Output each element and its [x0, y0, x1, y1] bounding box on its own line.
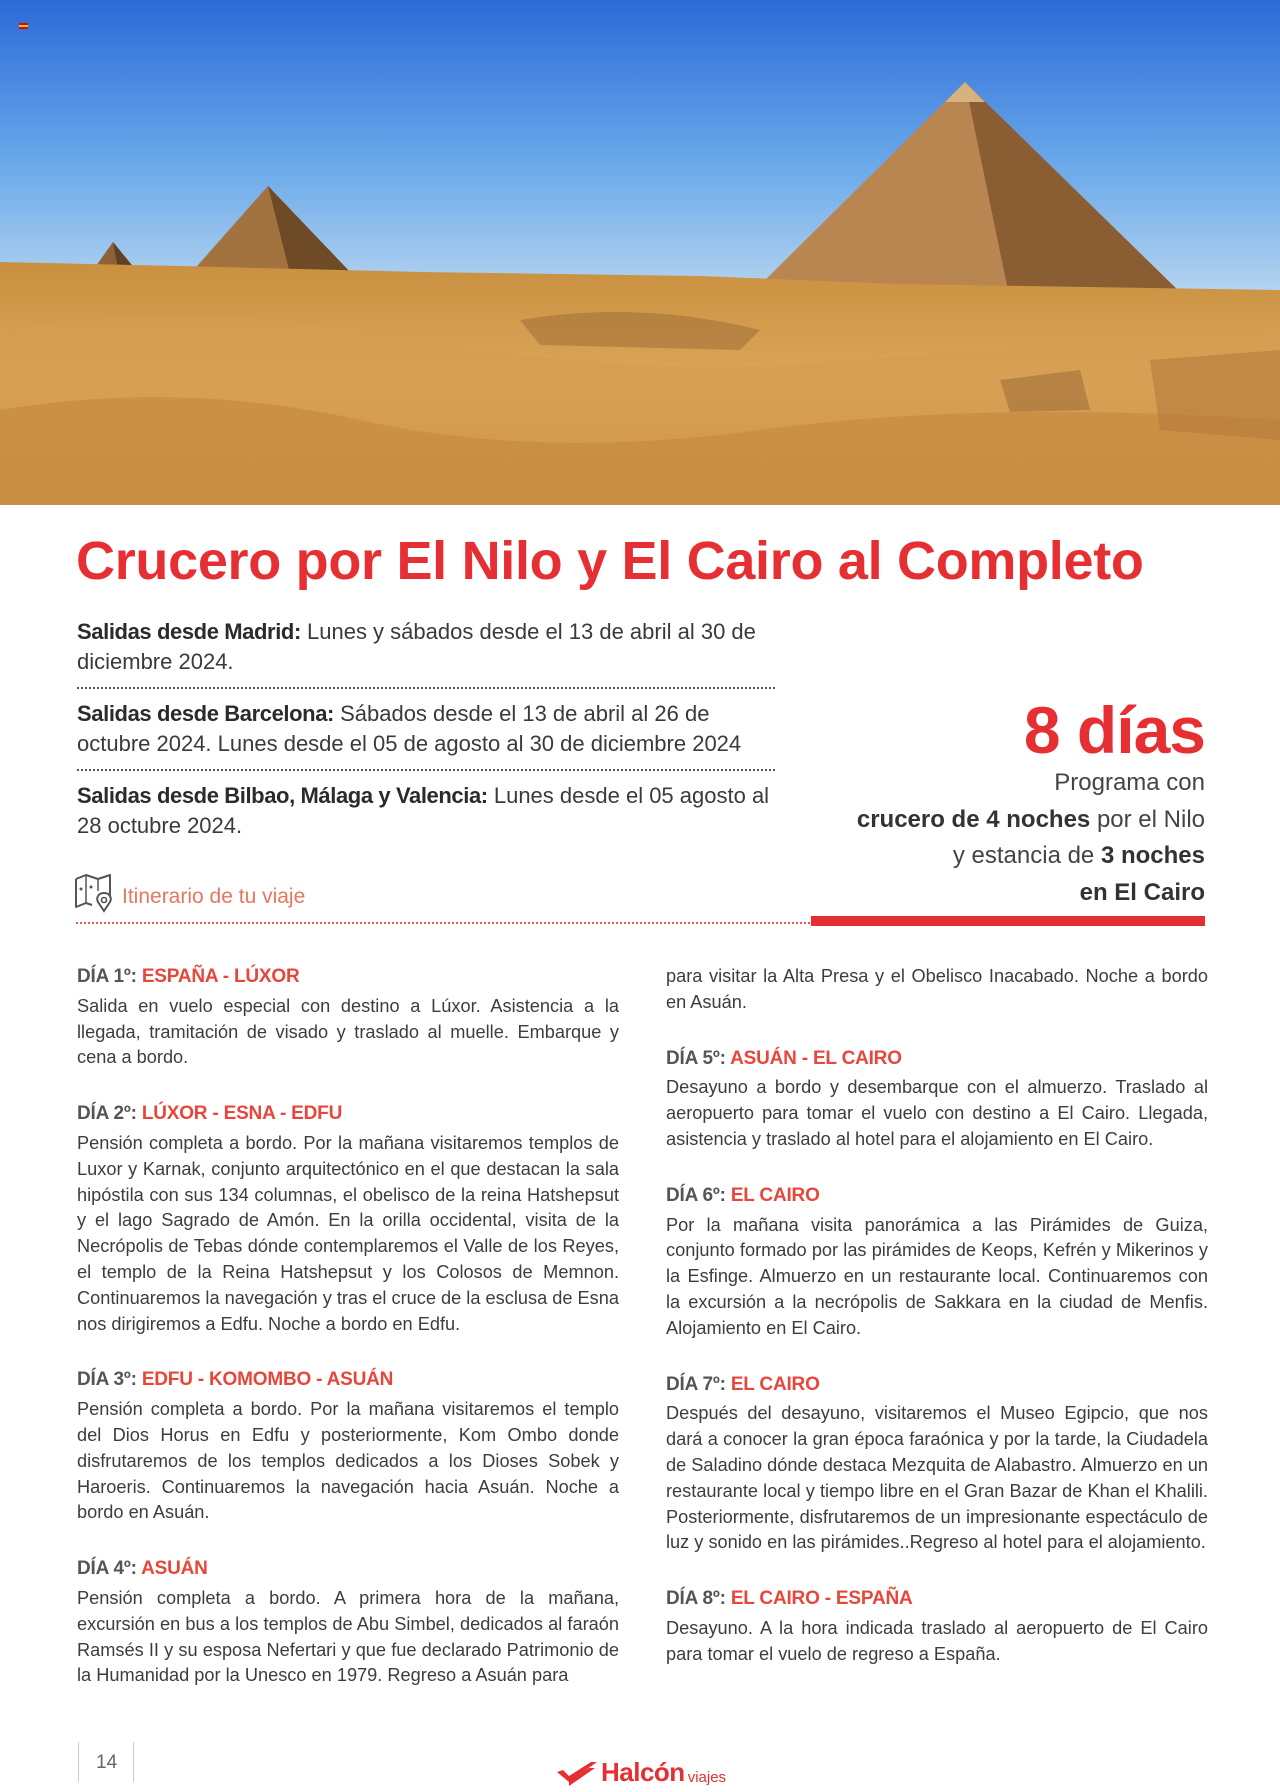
day-heading: [77, 1101, 619, 1127]
divider: [77, 769, 775, 771]
day-destination: ASUÁN: [141, 1558, 208, 1580]
day-destination: EL CAIRO: [730, 1184, 820, 1206]
halcon-bird-icon: [555, 1760, 599, 1788]
day-description: Salida en vuelo especial con destino a Lúxor. Asistencia a la llegada, tramitación de visado y traslado al muelle. Embarque y cena a bordo.: [77, 995, 619, 1068]
day-number: DÍA 2º:: [77, 1103, 142, 1125]
page-number: 14: [96, 1752, 118, 1773]
day-heading: [77, 1367, 619, 1393]
departure-text: Lunes y sábados desde el 13 de abril al 30 de diciembre 2024.: [77, 619, 756, 674]
brand-name: Halcón: [601, 1757, 685, 1787]
map-pin-icon: [74, 873, 116, 915]
departure-bilbao-malaga-valencia: [77, 781, 777, 841]
day-destination: LÚXOR - ESNA - EDFU: [141, 1103, 343, 1125]
page-title: Crucero por El Nilo y El Cairo al Completo: [76, 531, 1144, 591]
accent-bar: [811, 916, 1205, 926]
day-entry: [77, 964, 619, 1071]
day-number: DÍA 4º:: [77, 1558, 142, 1580]
spain-flag-icon: [19, 23, 28, 29]
summary-bold: en El Cairo: [1079, 878, 1205, 906]
day-heading: [77, 1556, 619, 1582]
day-number: DÍA 5º:: [666, 1047, 731, 1069]
itinerary-label: Itinerario de tu viaje: [122, 885, 306, 908]
day-number: DÍA 3º:: [77, 1369, 142, 1391]
day-continuation: [666, 964, 1208, 1016]
divider: [133, 1742, 134, 1782]
summary-bold: 3 noches: [1100, 842, 1205, 869]
day-description: Desayuno. A la hora indicada traslado al aeropuerto de El Cairo para tomar el vuelo de regreso a España.: [666, 1617, 1208, 1664]
day-heading: [666, 1372, 1208, 1398]
pyramids-photo: [0, 0, 1280, 505]
day-heading: [666, 1586, 1208, 1612]
summary-text: Programa con: [1054, 769, 1205, 796]
brand-sub: viajes: [687, 1769, 727, 1786]
divider: [77, 687, 775, 689]
day-destination: EL CAIRO - ESPAÑA: [730, 1588, 913, 1610]
day-entry: [666, 1372, 1208, 1557]
departure-text: Lunes desde el 05 agosto al 28 octubre 2024.: [77, 783, 770, 838]
day-description: para visitar la Alta Presa y el Obelisco Inacabado. Noche a bordo en Asuán.: [666, 966, 1208, 1012]
day-entry: [666, 1183, 1208, 1342]
departure-label: Salidas desde Barcelona:: [77, 701, 334, 726]
day-destination: ESPAÑA - LÚXOR: [141, 966, 300, 987]
day-destination: EDFU - KOMOMBO - ASUÁN: [141, 1369, 394, 1391]
day-description: Después del desayuno, visitaremos el Museo Egipcio, que nos dará a conocer la gran época faraónica y por la tarde, la Ciudadela de Saladino dónde destaca Mezquita de Alabastro. Almuerzo en un restaurante local y tiempo libre en el Gran Bazar de Khan el Khalili. Posteriormente, disfrutaremos de un impresionante espectáculo de luz y sonido en las pirámides..Regreso al hotel para el alojamiento.: [666, 1403, 1208, 1553]
itinerary-column-left: [77, 964, 619, 1719]
day-description: Desayuno a bordo y desembarque con el almuerzo. Traslado al aeropuerto para tomar el vuelo con destino a El Cairo. Llegada, asistencia y traslado al hotel para el alojamiento en El Cairo.: [666, 1077, 1208, 1149]
day-heading: [77, 964, 619, 990]
program-summary: [845, 765, 1205, 911]
day-description: Pensión completa a bordo. Por la mañana visitaremos templos de Luxor y Karnak, conjunto arquitectónico en el que destacan la sala hipóstila con sus 134 columnas, el obelisco de la reina Hatshepsut y el lago Sagrado de Amón. En la orilla occidental, visita de la Necrópolis de Tebas dónde contemplaremos el Valle de los Reyes, el templo de la Reina Hatshepsut y los Colosos de Memnon. Continuaremos la navegación y tras el cruce de la esclusa de Esna nos dirigiremos a Edfu. Noche a bordo en Edfu.: [77, 1132, 619, 1334]
summary-text: por el Nilo y estancia de: [952, 805, 1205, 869]
departure-madrid: [77, 617, 777, 677]
day-entry: [666, 1046, 1208, 1153]
day-number: DÍA 7º:: [666, 1373, 731, 1395]
day-destination: EL CAIRO: [730, 1373, 820, 1395]
day-number: DÍA 6º:: [666, 1184, 731, 1206]
itinerary-column-right: [666, 964, 1208, 1698]
departure-label: Salidas desde Bilbao, Málaga y Valencia:: [77, 783, 488, 808]
day-entry: [77, 1556, 619, 1689]
divider: [76, 922, 814, 924]
day-destination: ASUÁN - EL CAIRO: [730, 1047, 902, 1069]
day-entry: [666, 1586, 1208, 1667]
halcon-viajes-logo: [555, 1752, 726, 1788]
divider: [78, 1742, 79, 1782]
itinerary-header: [74, 873, 814, 925]
departure-text: Sábados desde el 13 de abril al 26 de octubre 2024. Lunes desde el 05 de agosto al 30 de diciembre 2024: [77, 701, 742, 756]
day-entry: [77, 1367, 619, 1526]
day-number: DÍA 8º:: [666, 1588, 731, 1610]
departure-label: Salidas desde Madrid:: [77, 619, 301, 644]
day-description: Por la mañana visita panorámica a las Pirámides de Guiza, conjunto formado por las pirámides de Keops, Kefrén y Mikerinos y la Esfinge. Almuerzo en un restaurante local. Continuaremos con la excursión a la necrópolis de Sakkara en la ciudad de Menfis. Alojamiento en El Cairo.: [666, 1214, 1208, 1338]
summary-bold: crucero de 4 noches: [856, 805, 1091, 833]
day-entry: [77, 1101, 619, 1337]
day-description: Pensión completa a bordo. Por la mañana visitaremos el templo del Dios Horus en Edfu y posteriormente, Kom Ombo donde disfrutaremos de los templos dedicados a los Dioses Sobek y Haroeris. Continuaremos la navegación hacia Asuán. Noche a bordo en Asuán.: [77, 1399, 619, 1523]
hero-image: [0, 0, 1280, 505]
departure-barcelona: [77, 699, 777, 759]
day-heading: [666, 1183, 1208, 1209]
duration-days: 8 días: [1023, 693, 1205, 767]
day-number: DÍA 1º:: [77, 966, 142, 987]
day-heading: [666, 1046, 1208, 1072]
day-description: Pensión completa a bordo. A primera hora de la mañana, excursión en bus a los templos de Abu Simbel, dedicados al faraón Ramsés II y su esposa Nefertari y que fue declarado Patrimonio de la Humanidad por la Unesco en 1979. Regreso a Asuán para: [77, 1587, 619, 1686]
departures-list: [77, 617, 777, 841]
